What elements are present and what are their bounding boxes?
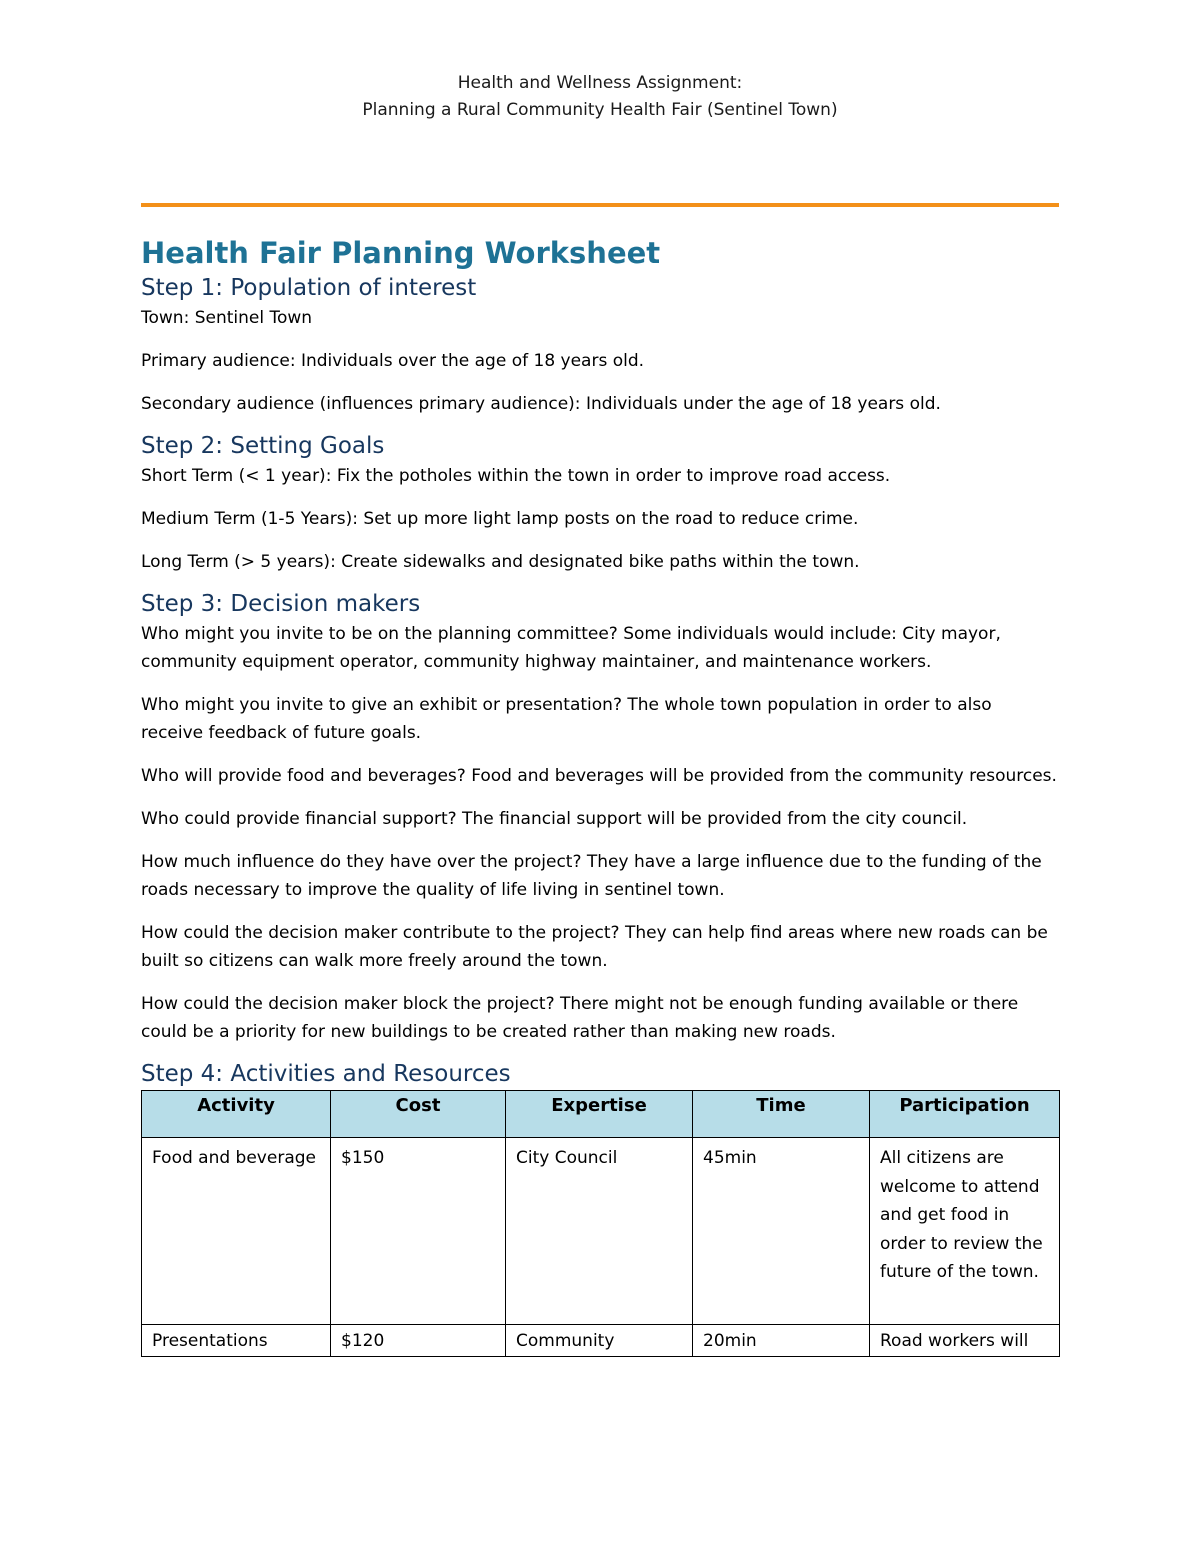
header-line-2: Planning a Rural Community Health Fair (Sentinel Town): [362, 100, 838, 120]
step2-medium-term: Medium Term (1-5 Years): Set up more light lamp posts on the road to reduce crime.: [141, 509, 859, 529]
cell-time: 20min: [693, 1325, 870, 1357]
step2-short-term: Short Term (< 1 year): Fix the potholes within the town in order to improve road access.: [141, 466, 891, 486]
step3-planning-committee: Who might you invite to be on the planning committee? Some individuals would include: City mayor, community equipment operator, community highway maintainer, and maintenance workers.: [141, 624, 1001, 672]
cell-activity: Food and beverage: [142, 1138, 331, 1325]
step2-heading: Step 2: Setting Goals: [141, 433, 385, 459]
step3-food-beverages: Who will provide food and beverages? Food and beverages will be provided from the community resources.: [141, 766, 1057, 786]
step3-contribute: How could the decision maker contribute to the project? They can help find areas where new roads can be built so citizens can walk more freely around the town.: [141, 923, 1048, 971]
column-header-cost: Cost: [331, 1091, 506, 1138]
step1-town: Town: Sentinel Town: [141, 308, 313, 328]
cell-time: 45min: [693, 1138, 870, 1325]
step3-exhibit: Who might you invite to give an exhibit or presentation? The whole town population in order to also receive feedback of future goals.: [141, 695, 992, 743]
step2-long-term: Long Term (> 5 years): Create sidewalks and designated bike paths within the town.: [141, 552, 860, 572]
document-title: Health Fair Planning Worksheet: [141, 236, 661, 270]
column-header-expertise: Expertise: [506, 1091, 693, 1138]
step1-heading: Step 1: Population of interest: [141, 275, 477, 301]
document-body: [141, 230, 1059, 1357]
step3-block: How could the decision maker block the project? There might not be enough funding available or there could be a priority for new buildings to be created rather than making new roads.: [141, 994, 1019, 1042]
cell-expertise: Community: [506, 1325, 693, 1357]
step3-influence: How much influence do they have over the project? They have a large influence due to the funding of the roads necessary to improve the quality of life living in sentinel town.: [141, 852, 1042, 900]
table-header-row: [142, 1091, 1060, 1138]
step1-primary-audience: Primary audience: Individuals over the age of 18 years old.: [141, 351, 645, 371]
cell-participation: Road workers will: [870, 1325, 1060, 1357]
table-row: [142, 1138, 1060, 1325]
step4-heading: Step 4: Activities and Resources: [141, 1061, 511, 1087]
table-row: [142, 1325, 1060, 1357]
column-header-activity: Activity: [142, 1091, 331, 1138]
step1-secondary-audience: Secondary audience (influences primary audience): Individuals under the age of 18 years old.: [141, 394, 941, 414]
cell-expertise: City Council: [506, 1138, 693, 1325]
page-header: [0, 70, 1200, 124]
header-line-1: Health and Wellness Assignment:: [457, 73, 743, 93]
column-header-time: Time: [693, 1091, 870, 1138]
header-divider: [141, 203, 1059, 207]
cell-participation: All citizens are welcome to attend and get food in order to review the future of the town.: [870, 1138, 1060, 1325]
step3-financial-support: Who could provide financial support? The financial support will be provided from the city council.: [141, 809, 968, 829]
activities-table: [141, 1090, 1060, 1357]
cell-cost: $150: [331, 1138, 506, 1325]
column-header-participation: Participation: [870, 1091, 1060, 1138]
step3-heading: Step 3: Decision makers: [141, 591, 421, 617]
cell-activity: Presentations: [142, 1325, 331, 1357]
cell-cost: $120: [331, 1325, 506, 1357]
